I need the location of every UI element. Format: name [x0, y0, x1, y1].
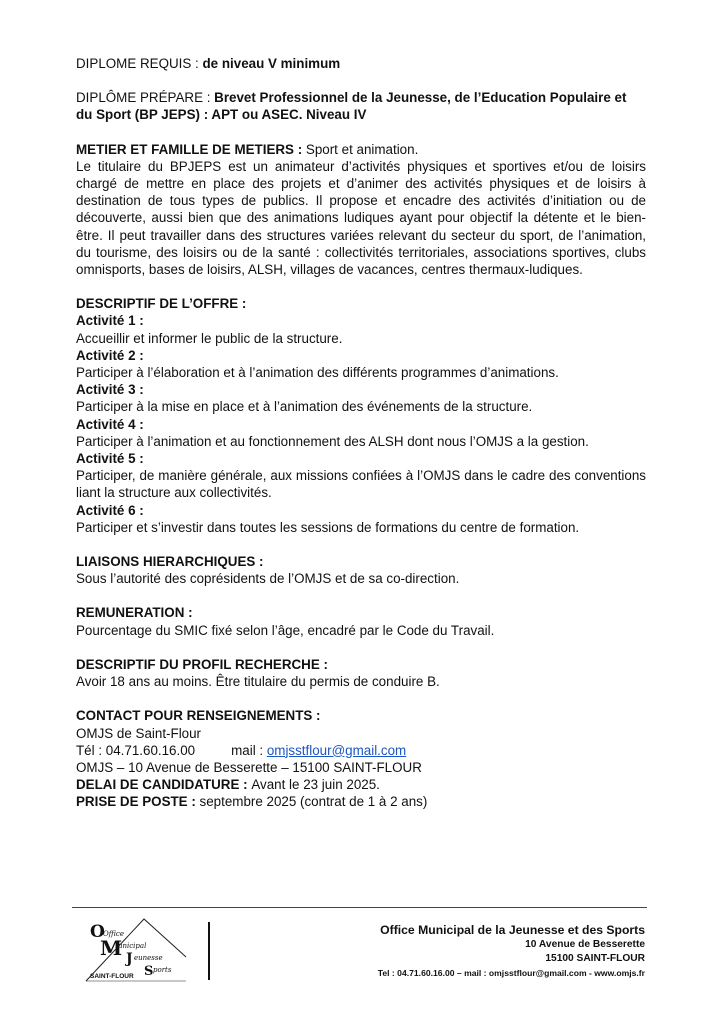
- metier-value: Sport et animation.: [305, 141, 419, 157]
- diplome-prepare: [76, 89, 646, 123]
- diplome-requis-label: DIPLOME REQUIS :: [76, 56, 203, 71]
- svg-text:unicipal: unicipal: [118, 942, 147, 950]
- svg-text:J: J: [126, 951, 133, 967]
- remuneration-text: Pourcentage du SMIC fixé selon l’âge, encadré par le Code du Travail.: [76, 622, 495, 638]
- footer-block: [378, 922, 645, 980]
- descriptif-offre-heading: DESCRIPTIF DE L’OFFRE :: [76, 296, 247, 312]
- footer-city: 15100 SAINT-FLOUR: [545, 953, 645, 964]
- activite-5-text: Participer, de manière générale, aux missions confiées à l’OMJS dans le cadre des conventions liant la structure aux collectivités.: [76, 468, 646, 501]
- omjs-logo-icon: [82, 915, 192, 985]
- prise-de-poste: [76, 793, 646, 810]
- footer-contact: Tel : 04.71.60.16.00 – mail : omjsstflour@gmail.com - www.omjs.fr: [377, 968, 645, 978]
- footer-street: 10 Avenue de Besserette: [525, 939, 645, 950]
- liaisons-text: Sous l’autorité des coprésidents de l’OMJS et de sa co-direction.: [76, 571, 460, 587]
- diplome-requis: [76, 55, 646, 72]
- activite-4-text: Participer à l’animation et au fonctionnement des ALSH dont nous l’OMJS a la gestion.: [76, 433, 589, 449]
- prise-value: septembre 2025 (contrat de 1 à 2 ans): [199, 794, 428, 810]
- metier-label: METIER ET FAMILLE DE METIERS :: [76, 141, 306, 157]
- metier-description: Le titulaire du BPJEPS est un animateur d’activités physiques et sportives et/ou de loisirs chargé de mettre en place des projets et d’animer des activités physiques et de loisirs à destination de tous types de publics. Il propose et encadre des activités d’initiation ou de découverte, aussi bien que des animations ludiques ayant pour objectif la détente et le bien-être. Il peut travailler dans des structures variées relevant du secteur du sport, de l’animation, du tourisme, des loisirs ou de la santé : collectivités territoriales, associations sportives, clubs omnisports, bases de loisirs, ALSH, villages de vacances, centres thermaux-ludiques.: [76, 158, 646, 278]
- footer-divider: [72, 907, 647, 908]
- footer-org: Office Municipal de la Jeunesse et des Sports: [380, 923, 645, 937]
- diplome-requis-value: de niveau V minimum: [202, 56, 341, 71]
- svg-text:Office: Office: [103, 930, 124, 938]
- profil-text: Avoir 18 ans au moins. Être titulaire du permis de conduire B.: [76, 674, 440, 690]
- contact-tel: Tél : 04.71.60.16.00: [76, 742, 196, 758]
- remuneration-heading: REMUNERATION :: [76, 605, 193, 621]
- footer-vertical-divider: [208, 922, 210, 980]
- delai-value: Avant le 23 juin 2025.: [251, 777, 380, 793]
- activite-6-text: Participer et s’investir dans toutes les sessions de formations du centre de formation.: [76, 519, 580, 535]
- activite-2-title: Activité 2 :: [76, 347, 144, 363]
- svg-text:ports: ports: [153, 966, 172, 974]
- profil-heading: DESCRIPTIF DU PROFIL RECHERCHE :: [76, 656, 328, 672]
- contact-address: OMJS – 10 Avenue de Besserette – 15100 SAINT-FLOUR: [76, 759, 422, 775]
- delai-candidature: [76, 776, 646, 793]
- svg-text:O: O: [90, 922, 105, 942]
- contact-mail-link[interactable]: omjsstflour@gmail.com: [266, 742, 407, 758]
- contact-org: OMJS de Saint-Flour: [76, 725, 202, 741]
- prise-label: PRISE DE POSTE :: [76, 794, 200, 810]
- delai-label: DELAI DE CANDIDATURE :: [76, 777, 252, 793]
- contact-heading: CONTACT POUR RENSEIGNEMENTS :: [76, 708, 321, 724]
- svg-text:SAINT-FLOUR: SAINT-FLOUR: [90, 973, 134, 980]
- contact-tel-mail: [76, 742, 646, 759]
- activite-3-text: Participer à la mise en place et à l’animation des événements de la structure.: [76, 399, 533, 415]
- svg-text:M: M: [100, 936, 123, 960]
- svg-text:S: S: [144, 964, 154, 979]
- activite-5-title: Activité 5 :: [76, 451, 144, 467]
- svg-text:eunesse: eunesse: [134, 954, 163, 962]
- activite-1-title: Activité 1 :: [76, 313, 144, 329]
- contact-mail-label: mail :: [231, 742, 267, 758]
- activite-6-title: Activité 6 :: [76, 502, 144, 518]
- diplome-prepare-value: Brevet Professionnel de la Jeunesse, de l’Education Populaire et du Sport (BP JEPS) : APT ou ASEC. Niveau IV: [76, 90, 627, 123]
- metier-heading: [76, 141, 646, 158]
- diplome-prepare-label: DIPLÔME PRÉPARE :: [76, 90, 215, 106]
- activite-4-title: Activité 4 :: [76, 416, 144, 432]
- liaisons-heading: LIAISONS HIERARCHIQUES :: [76, 554, 264, 570]
- activite-1-text: Accueillir et informer le public de la structure.: [76, 330, 343, 346]
- activite-2-text: Participer à l’élaboration et à l’animation des différents programmes d’animations.: [76, 365, 559, 381]
- job-offer-document: [76, 55, 646, 811]
- activite-3-title: Activité 3 :: [76, 382, 144, 398]
